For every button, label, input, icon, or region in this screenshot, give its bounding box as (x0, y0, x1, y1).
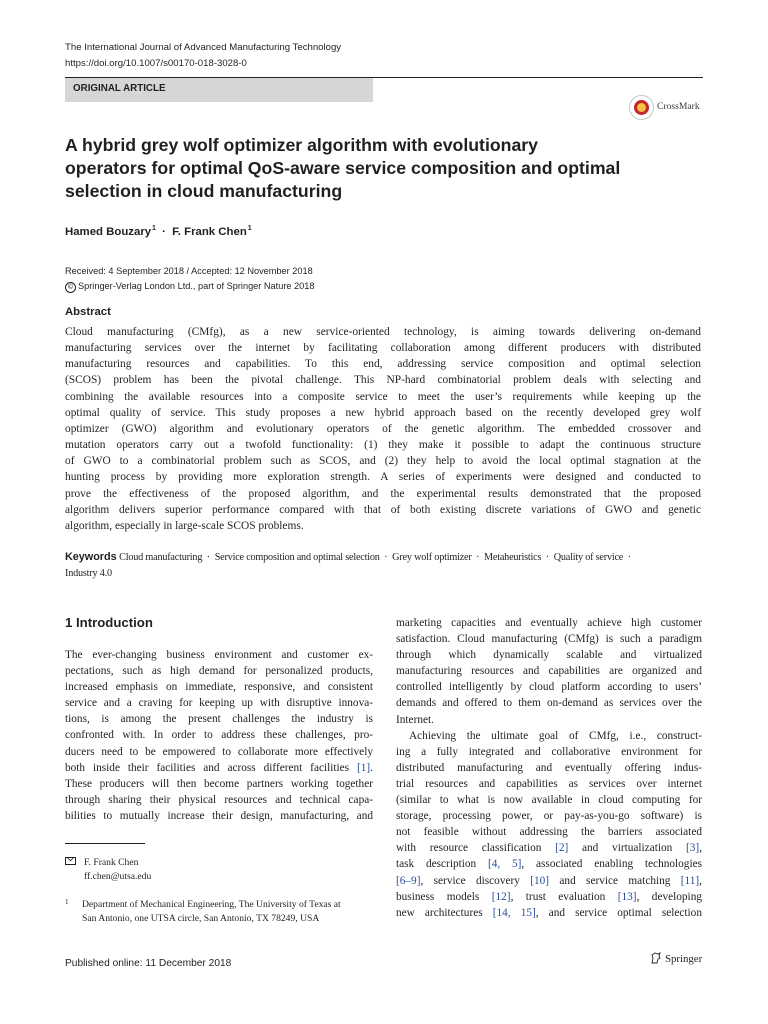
abstract-body (65, 324, 701, 534)
crossmark-button[interactable] (628, 93, 704, 123)
section-heading: 1 Introduction (65, 615, 153, 630)
article-title (65, 134, 665, 203)
body-line: not feasible without addressing the barriers associated (396, 826, 702, 839)
abstract-line: mutation operators carry out a twofold functionality: (1) they make it possible to adapt the continuous structure (65, 439, 701, 452)
affiliation-text (82, 898, 341, 926)
abstract-line: combining the available resources into a composite service to meet the user’s requirements while keeping up the (65, 390, 701, 403)
body-line: marketing capacities and eventually achieve high customer (396, 617, 702, 629)
contact-email[interactable]: ff.chen@utsa.edu (84, 871, 152, 882)
body-line: bilities to mutually increase their design, manufacturing, and (65, 809, 373, 822)
article-dates (65, 264, 314, 294)
body-line: through sharing their physical resources and technical capa- (65, 793, 373, 806)
article-type-banner: ORIGINAL ARTICLE (65, 78, 373, 102)
contact-name: F. Frank Chen (84, 857, 139, 868)
text-run: , developing (636, 890, 702, 903)
citation-link[interactable]: [6–9] (396, 874, 421, 887)
body-line: satisfaction. Cloud manufacturing (CMfg) is such a paradigm (396, 633, 702, 646)
abstract-line: optimizer (GWO) algorithm and evolutionary operators of the genetic algorithm. The embedded crossover and (65, 422, 701, 435)
body-line (396, 840, 702, 856)
body-line: pectations, such as high demand for personalized products, (65, 665, 373, 678)
title-line: A hybrid grey wolf optimizer algorithm with evolutionary (65, 135, 539, 155)
keyword: Metaheuristics (484, 552, 542, 563)
abstract-line: manufacturing services over the internet by facilitating collaboration among different producers with distributed (65, 342, 701, 355)
keyword: Grey wolf optimizer (392, 552, 472, 563)
corresponding-author (65, 856, 151, 884)
abstract-heading: Abstract (65, 306, 111, 318)
abstract-line: prove the effectiveness of the proposed algorithm, and the experimental results demonstrated that the proposed (65, 487, 701, 500)
doi-link[interactable]: https://doi.org/10.1007/s00170-018-3028-0 (65, 58, 247, 69)
right-column (396, 615, 702, 921)
body-line: controlled intelligently by cloud platform according to users’ (396, 681, 702, 694)
body-line: storage, processing power, or pay-as-you-go software) is (396, 810, 702, 823)
text-run: , service discovery (420, 874, 531, 887)
body-line: confronted with. In order to address these challenges, pro- (65, 729, 373, 742)
abstract-line: hunting process by providing more exploration strength. A series of experiments were designed and conducted to (65, 471, 701, 484)
keyword-separator: · (545, 552, 550, 563)
received-accepted: Received: 4 September 2018 / Accepted: 12 November 2018 (65, 266, 313, 276)
body-line: service and a craving for keeping up with disruptive innova- (65, 697, 373, 710)
springer-horse-icon (650, 952, 662, 964)
citation-link[interactable]: [14, 15] (492, 906, 536, 919)
abstract-line: manufacturing resources and capabilities. To this end, addressing service composition and optimal selection (65, 358, 701, 371)
text-run: , and service optimal selection (535, 906, 702, 919)
abstract-line: of GWO to a combinatorial problem such as SCOS, and (2) they help to avoid the local optimal stagnation at the (65, 455, 701, 468)
body-line: manufacturing resources and capabilities are organized and (396, 665, 702, 678)
published-date: Published online: 11 December 2018 (65, 958, 232, 969)
body-line: distributed manufacturing and eventually offering indus- (396, 761, 702, 774)
body-line (65, 760, 373, 776)
citation-link[interactable]: [2] (555, 842, 569, 855)
body-line: through which dynamically scalable and virtualized (396, 649, 702, 662)
body-line: Internet. (396, 713, 434, 726)
citation-link[interactable]: [1] (356, 761, 371, 774)
author-separator: · (162, 226, 166, 238)
body-line: These producers will then become partners working together (65, 777, 373, 790)
body-line (396, 889, 702, 905)
citation-link[interactable]: [13] (617, 890, 637, 903)
footnote-rule (65, 843, 145, 844)
contact-line (65, 856, 151, 870)
copyright-line (65, 279, 314, 294)
abstract-line: (SCOS) problem has been the pivotal challenge. This NP-hard combinatorial problem deals with selecting and (65, 374, 701, 387)
body-line (396, 856, 702, 872)
text-run: , associated enabling technologies (521, 858, 702, 871)
body-line: demands and offered to them on-demand as services over the (396, 697, 702, 710)
body-line (396, 873, 702, 889)
text-run: new architectures (396, 906, 493, 919)
copyright-icon: © (65, 282, 76, 293)
text-run: both inside their facilities and across different facilities (65, 761, 357, 774)
text-run: business models (396, 890, 492, 903)
keyword: Service composition and optimal selection (214, 552, 380, 563)
body-line: ducers need to be empowered to collaborate more effectively (65, 745, 373, 758)
text-run: , trust evaluation (510, 890, 618, 903)
body-line: ing a fully integrated and collaborative environment for (396, 745, 702, 758)
affiliation-line: Department of Mechanical Engineering, The University of Texas at (82, 899, 341, 910)
citation-link[interactable]: [11] (680, 874, 700, 887)
body-line: The ever-changing business environment and customer ex- (65, 649, 373, 661)
body-line: (similar to what is now available in cloud computing for (396, 794, 702, 807)
citation-link[interactable]: [12] (491, 890, 511, 903)
text-run: . (370, 761, 373, 774)
body-line: increased emphasis on immediate, responsive, and consistent (65, 681, 373, 694)
keyword-separator: · (384, 552, 388, 563)
publisher-name: Springer (665, 953, 703, 965)
author-name[interactable]: Hamed Bouzary (65, 226, 152, 238)
citation-link[interactable]: [10] (530, 874, 550, 887)
title-line: selection in cloud manufacturing (65, 181, 343, 201)
author-affiliation-mark: 1 (247, 225, 252, 232)
abstract-line: algorithm delivers superior performance compared with that of both existing discrete variations of GWO and genetic (65, 503, 701, 516)
abstract-line: optimal quality of service. This study proposes a new hybrid approach based on the recently developed grey wolf (65, 406, 701, 419)
envelope-icon (65, 857, 76, 865)
left-column (65, 647, 373, 824)
text-run: and virtualization (568, 842, 686, 855)
citation-link[interactable]: [4, 5] (487, 858, 522, 871)
keyword: Industry 4.0 (65, 567, 112, 579)
body-line: tions, is among the present challenges the industry is (65, 713, 373, 726)
crossmark-icon (629, 95, 654, 120)
keyword: Cloud manufacturing (119, 552, 203, 563)
keyword-separator: · (476, 552, 480, 563)
text-run: , (699, 842, 703, 855)
title-line: operators for optimal QoS-aware service composition and optimal (65, 158, 621, 178)
abstract-line: algorithm, especially in large-scale SCOS problems. (65, 519, 304, 532)
text-run: with resource classification (396, 842, 556, 855)
author-name[interactable]: F. Frank Chen (172, 226, 247, 238)
journal-header (65, 40, 341, 72)
body-line (396, 905, 702, 921)
journal-name: The International Journal of Advanced Manufacturing Technology (65, 42, 342, 53)
body-line: Achieving the ultimate goal of CMfg, i.e., construct- (409, 729, 702, 742)
text-run: , (699, 874, 702, 887)
text-run: task description (396, 858, 488, 871)
copyright-text: Springer-Verlag London Ltd., part of Springer Nature 2018 (78, 281, 315, 291)
keyword-separator: · (206, 552, 211, 563)
abstract-line: Cloud manufacturing (CMfg), as a new service-oriented technology, is aiming towards delivering on-demand (65, 326, 701, 338)
affiliation-line: San Antonio, one UTSA circle, San Antonio, TX 78249, USA (82, 913, 320, 924)
keywords (65, 550, 705, 581)
keyword-separator: · (627, 552, 632, 563)
author-list (65, 225, 252, 238)
publisher-logo (650, 952, 702, 965)
text-run: and service matching (549, 874, 681, 887)
citation-link[interactable]: [3] (686, 842, 700, 855)
keywords-label: Keywords (65, 551, 117, 563)
keyword: Quality of service (553, 552, 624, 563)
body-line: trial resources and capabilities as services over internet (396, 777, 702, 790)
crossmark-label: CrossMark (657, 101, 700, 112)
affiliation-number: 1 (65, 898, 69, 906)
author-affiliation-mark: 1 (152, 225, 156, 232)
